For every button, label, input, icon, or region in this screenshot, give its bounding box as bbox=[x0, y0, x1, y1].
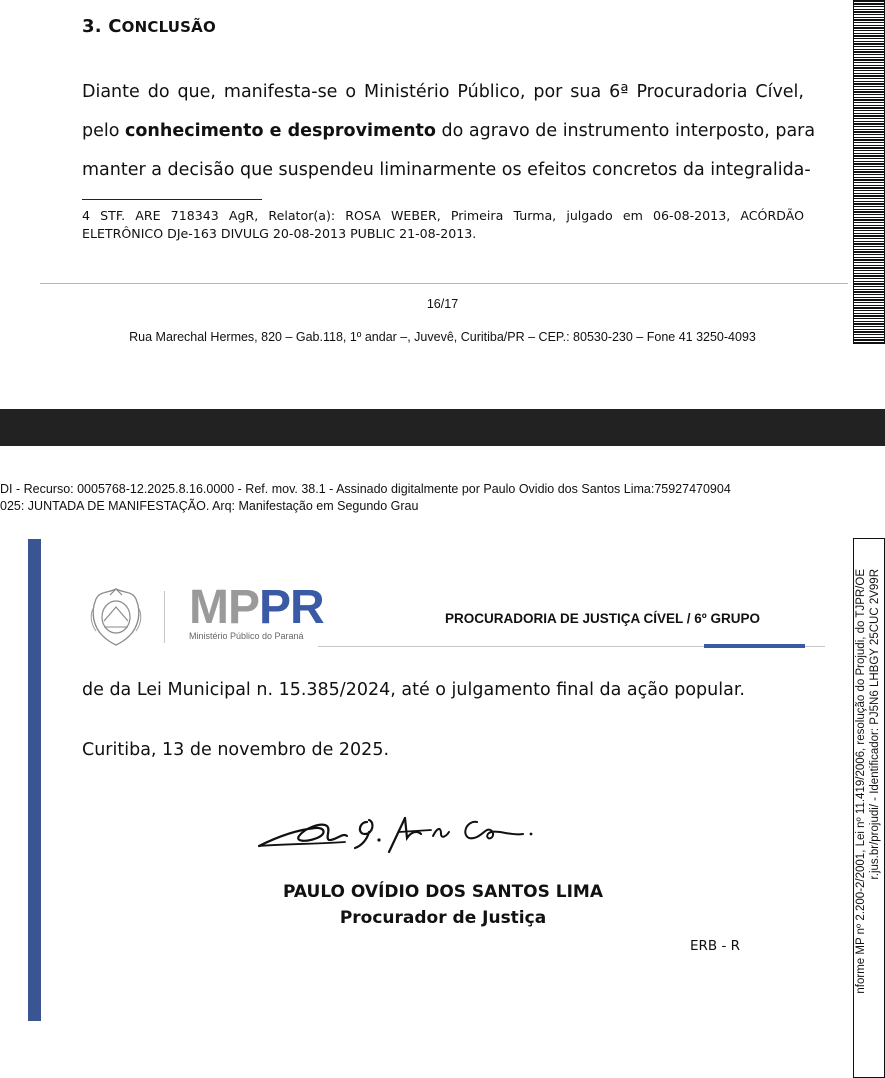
header-title: PROCURADORIA DE JUSTIÇA CÍVEL / 6º GRUPO bbox=[445, 611, 760, 626]
side-verification-line-2: r.jus.br/projudi/ - Identificador: PJ5N6 LHBGY 25CUC 2V99R bbox=[869, 569, 881, 880]
side-verification-line-1: nforme MP nº 2.200-2/2001, Lei nº 11.419/2006, resolução do Projudi, do TJPR/OE bbox=[855, 569, 867, 994]
section-title-rest: ONCLUSÃO bbox=[121, 18, 216, 36]
mppr-logo bbox=[189, 581, 324, 634]
side-barcode bbox=[853, 0, 885, 344]
header-accent-bar bbox=[704, 644, 805, 648]
page-separator-band bbox=[0, 409, 885, 446]
logo-divider bbox=[164, 591, 165, 643]
logo-pr: PR bbox=[259, 581, 324, 634]
footnote-line-1: 4 STF. ARE 718343 AgR, Relator(a): ROSA WEBER, Primeira Turma, julgado em 06-08-2013, ACÓRDÃO bbox=[82, 208, 804, 223]
signer-role: Procurador de Justiça bbox=[339, 908, 547, 928]
logo-subtitle: Ministério Público do Paraná bbox=[189, 631, 304, 641]
footer-address: Rua Marechal Hermes, 820 – Gab.118, 1º andar –, Juvevê, Curitiba/PR – CEP.: 80530-230 – Fone 41 3250-4093 bbox=[129, 330, 756, 344]
conclusion-line-2-post: do agravo de instrumento interposto, para bbox=[435, 121, 816, 141]
conclusion-line-2-bold: conhecimento e desprovimento bbox=[125, 121, 436, 141]
author-initials: ERB - R bbox=[690, 938, 741, 954]
footnote bbox=[82, 207, 804, 243]
footnote-line-2: ELETRÔNICO DJe-163 DIVULG 20-08-2013 PUBLIC 21-08-2013. bbox=[82, 226, 477, 241]
signer-name: PAULO OVÍDIO DOS SANTOS LIMA bbox=[282, 882, 604, 902]
page-margin-bar bbox=[28, 539, 41, 1021]
date-line: Curitiba, 13 de novembro de 2025. bbox=[82, 740, 390, 760]
conclusion-line-2-pre: pelo bbox=[82, 121, 126, 141]
parana-coat-of-arms-icon bbox=[88, 585, 144, 647]
signature-stamp-line-2: 025: JUNTADA DE MANIFESTAÇÃO. Arq: Manifestação em Segundo Grau bbox=[0, 499, 419, 513]
continuation-paragraph: de da Lei Municipal n. 15.385/2024, até o julgamento final da ação popular. bbox=[82, 680, 745, 700]
footnote-separator bbox=[82, 199, 262, 200]
page-number: 16/17 bbox=[426, 297, 459, 311]
conclusion-line-1: Diante do que, manifesta-se o Ministério Público, por sua 6ª Procuradoria Cível, bbox=[82, 82, 804, 102]
logo-mp: MP bbox=[189, 581, 259, 634]
section-number: 3. bbox=[82, 16, 102, 37]
section-title-first-letter: C bbox=[108, 16, 122, 37]
conclusion-line-2 bbox=[82, 121, 816, 141]
handwritten-signature bbox=[255, 808, 585, 858]
page-footer-rule bbox=[40, 283, 848, 284]
side-verification-text bbox=[854, 569, 882, 1069]
conclusion-line-3: manter a decisão que suspendeu liminarmente os efeitos concretos da integralida- bbox=[82, 160, 811, 180]
signature-stamp-line-1: DI - Recurso: 0005768-12.2025.8.16.0000 - Ref. mov. 38.1 - Assinado digitalmente por Paulo Ovidio dos Santos Lima:75927470904 bbox=[0, 482, 731, 496]
section-title bbox=[82, 16, 216, 37]
